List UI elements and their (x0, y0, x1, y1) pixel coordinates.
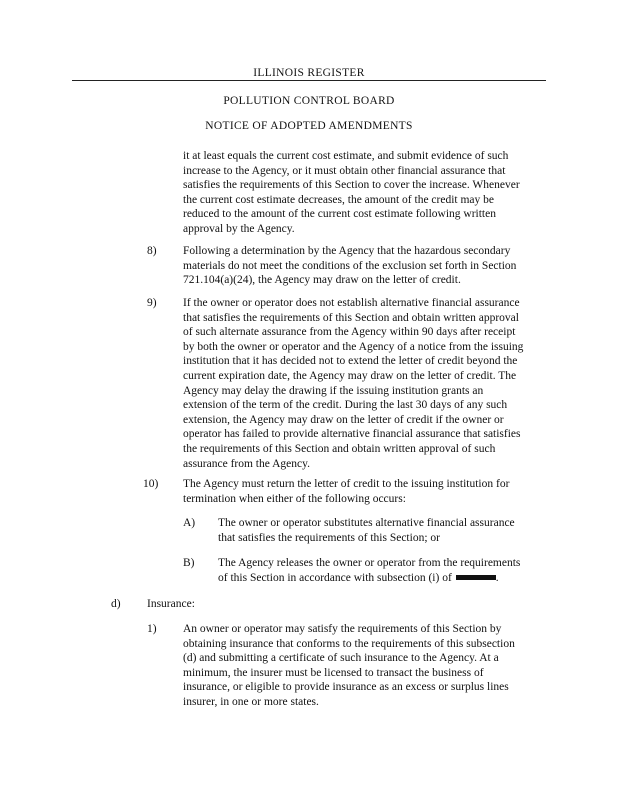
text-line: obtaining insurance that conforms to the requirements of this subsection (183, 637, 515, 650)
header-rule (72, 80, 546, 81)
text-line: that satisfies the requirements of this Section and obtain written approval (183, 311, 519, 324)
text-line: The owner or operator substitutes alternative financial assurance (218, 517, 515, 529)
sub-b-paragraph (218, 556, 520, 585)
text-line: insurance, or eligible to provide insurance as an excess or surplus lines (183, 681, 509, 694)
text-line: current expiration date, the Agency may draw on the letter of credit. The (183, 369, 517, 382)
item-d1-paragraph (183, 622, 515, 710)
text-line: extension of the term of the credit. During the last 30 days of any such (183, 399, 508, 412)
item-10-number: 10) (143, 478, 159, 490)
text-line: by both the owner or operator and the Agency of a notice from the issuing (183, 340, 524, 353)
text-line: (d) and submitting a certificate of such insurance to the Agency. At a (183, 652, 499, 665)
text-line: Following a determination by the Agency that the hazardous secondary (183, 245, 511, 257)
text-line: minimum, the insurer must be licensed to transact the business of (183, 666, 484, 679)
text-line: 721.104(a)(24), the Agency may draw on the letter of credit. (183, 274, 461, 287)
item-9-number: 9) (147, 297, 157, 309)
text-line: extension, the Agency may draw on the letter of credit if the owner or (183, 413, 504, 426)
text-line: An owner or operator may satisfy the requirements of this Section by (183, 623, 502, 635)
continuation-paragraph (183, 149, 520, 237)
text-line: The Agency releases the owner or operator from the requirements (218, 557, 521, 569)
text-line: reduced to the amount of the current cost estimate following written (183, 208, 496, 221)
text-segment: of this Section in accordance with subsection (i) of (218, 571, 452, 584)
text-line: approval by the Agency. (183, 222, 295, 235)
text-line: Agency may delay the drawing if the issuing institution grants an (183, 384, 484, 397)
text-line: If the owner or operator does not establish alternative financial assurance (183, 297, 520, 309)
text-line: that satisfies the requirements of this Section; or (218, 531, 440, 544)
section-d-letter: d) (111, 598, 121, 610)
text-line: The Agency must return the letter of credit to the issuing institution for (183, 478, 510, 490)
item-8-paragraph (183, 244, 516, 288)
text-line: termination when either of the following occurs: (183, 492, 406, 505)
redaction-mark (456, 575, 496, 580)
text-line: the requirements of this Section and obtain written approval of such (183, 442, 496, 455)
section-d-title: Insurance: (147, 598, 195, 610)
item-d1-number: 1) (147, 623, 157, 635)
text-line: operator has failed to provide alternative financial assurance that satisfies (183, 428, 521, 441)
notice-title: NOTICE OF ADOPTED AMENDMENTS (205, 120, 413, 132)
text-line: of this Section in accordance with subsection (i) of . (218, 571, 499, 584)
text-line: of such alternate assurance from the Agency within 90 days after receipt (183, 326, 516, 339)
text-line: institution that it has decided not to extend the letter of credit beyond the (183, 355, 518, 368)
text-line: materials do not meet the conditions of the exclusion set forth in Section (183, 259, 517, 272)
sub-b-letter: B) (183, 557, 195, 569)
text-line: the current cost estimate decreases, the amount of the credit may be (183, 193, 495, 206)
sub-a-letter: A) (183, 517, 196, 529)
sub-a-paragraph (218, 516, 515, 545)
item-10-paragraph (183, 477, 509, 506)
board-title: POLLUTION CONTROL BOARD (223, 95, 395, 107)
item-9-paragraph (183, 296, 523, 471)
item-8-number: 8) (147, 245, 157, 257)
text-line: increase to the Agency, or it must obtain other financial assurance that (183, 164, 506, 177)
text-line: insurer, in one or more states. (183, 695, 319, 708)
register-title: ILLINOIS REGISTER (253, 67, 365, 79)
text-line: assurance from the Agency. (183, 457, 310, 470)
text-line: it at least equals the current cost estimate, and submit evidence of such (183, 150, 509, 162)
text-line: satisfies the requirements of this Section to cover the increase. Whenever (183, 179, 520, 192)
